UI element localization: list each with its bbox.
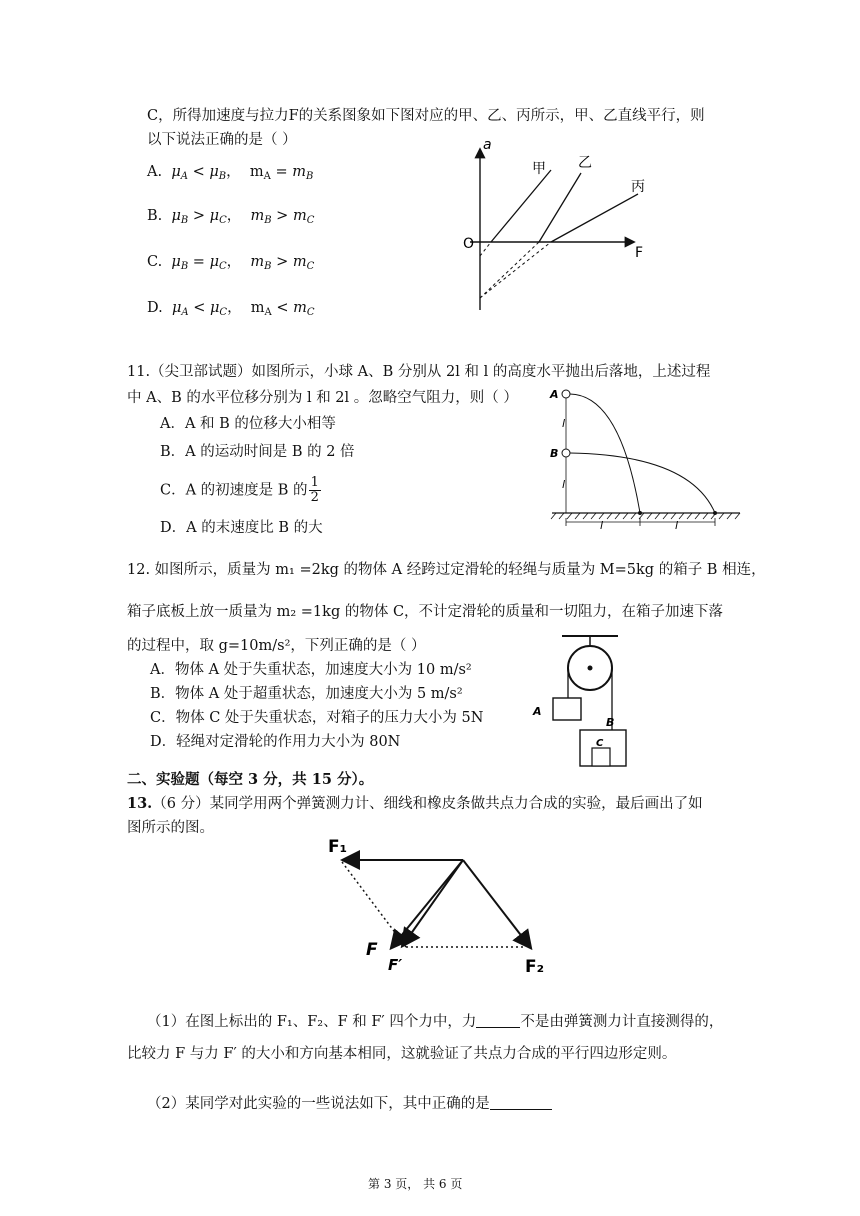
- f2-label: F₂: [525, 957, 545, 977]
- block-c-label: C: [596, 738, 604, 749]
- ball-b: [562, 449, 570, 457]
- f2-arrow: [463, 860, 530, 947]
- block-a: [553, 698, 581, 720]
- ball-b-label: B: [550, 447, 559, 460]
- ball-a-label: A: [550, 388, 559, 401]
- q10-line-2: 以下说法正确的是（ ）: [147, 132, 297, 148]
- q10-option-d: D. $\mu_A < \mu_C$， $m_A < m_C$: [147, 300, 315, 318]
- q11-line-2: 中 A、B 的水平位移分别为 l 和 2l 。忽略空气阻力，则（ ）: [127, 390, 518, 406]
- line-yi-dash: [480, 242, 539, 298]
- f-prime-arrow: [403, 860, 463, 945]
- len-label-3: l: [600, 519, 604, 532]
- trajectory-b: [570, 453, 715, 513]
- q13-line-1: 13.（6 分）某同学用两个弹簧测力计、细线和橡皮条做共点力合成的实验，最后画出了如: [127, 795, 703, 812]
- answer-blank-2[interactable]: [490, 1095, 552, 1110]
- ball-a: [562, 390, 570, 398]
- q12-figure: [530, 630, 640, 770]
- q12-option-b: B．物体 A 处于超重状态，加速度大小为 5 m/s²: [150, 686, 463, 702]
- page-footer: 第 3 页， 共 6 页: [368, 1177, 463, 1191]
- q12-option-a: A．物体 A 处于失重状态，加速度大小为 10 m/s²: [150, 662, 472, 678]
- box-b-label: B: [606, 716, 615, 729]
- q10-option-b: B. $\mu_B > \mu_C$， $m_B > m_C$: [147, 208, 315, 226]
- q10-axis-y-label: a: [483, 137, 492, 153]
- len-label-2: l: [562, 478, 566, 491]
- label-bing: 丙: [631, 179, 645, 195]
- q12-line-1: 12. 如图所示，质量为 m₁ =2kg 的物体 A 经跨过定滑轮的轻绳与质量为 M=5kg 的箱子 B 相连，: [127, 562, 766, 578]
- q13-part-1-line-2: 比较力 F 与力 F′ 的大小和方向基本相同，这就验证了共点力合成的平行四边形定则。: [127, 1046, 677, 1062]
- q10-axis-x-label: F: [635, 245, 644, 261]
- q13-line-2: 图所示的图。: [127, 820, 214, 836]
- f-label: F: [366, 940, 378, 960]
- block-a-label: A: [533, 705, 542, 718]
- line-yi: [539, 173, 581, 242]
- label-yi: 乙: [578, 155, 592, 171]
- len-label-1: l: [562, 417, 566, 430]
- q11-option-d: D．A 的末速度比 B 的大: [160, 520, 323, 536]
- q10-option-c: C. $\mu_B = \mu_C$， $m_B > m_C$: [147, 254, 315, 272]
- q11-figure: [540, 385, 745, 530]
- q11-option-b: B．A 的运动时间是 B 的 2 倍: [160, 444, 355, 460]
- block-c: [592, 748, 610, 766]
- answer-blank-1[interactable]: [476, 1013, 520, 1028]
- line-bing-dash: [480, 242, 551, 298]
- q12-option-d: D．轻绳对定滑轮的作用力大小为 80N: [150, 734, 401, 750]
- f-arrow: [392, 860, 463, 947]
- q10-option-a: A. $\mu_A < \mu_B$， $m_A = m_B$: [147, 164, 314, 182]
- label-jia: 甲: [532, 161, 546, 177]
- q10-origin-label: O: [463, 236, 475, 252]
- fraction-one-half: $\frac{1}{2}$: [310, 475, 319, 505]
- q13-part-2: （2）某同学对此实验的一些说法如下，其中正确的是: [147, 1094, 552, 1114]
- q11-option-a: A．A 和 B 的位移大小相等: [160, 416, 336, 432]
- q11-option-c: C．A 的初速度是 B 的 $\frac{1}{2}$: [160, 475, 319, 505]
- q11-line-1: 11.（尖卫部试题）如图所示，小球 A、B 分别从 2l 和 l 的高度水平抛出后落地，上述过程: [127, 364, 711, 380]
- q10-line-1: C，所得加速度与拉力F的关系图象如下图对应的甲、乙、丙所示，甲、乙直线平行，则: [147, 108, 705, 124]
- f-prime-label: F′: [388, 956, 403, 974]
- section-2-heading: 二、实验题（每空 3 分，共 15 分）。: [127, 771, 374, 788]
- q12-line-2: 箱子底板上放一质量为 m₂ =1kg 的物体 C，不计定滑轮的质量和一切阻力，在箱子加速下落: [127, 604, 724, 620]
- q13-force-diagram: [320, 830, 550, 975]
- parallelogram-side-1: [342, 862, 406, 947]
- len-label-4: l: [675, 519, 679, 532]
- q10-graph: [455, 135, 655, 315]
- q12-line-3: 的过程中，取 g=10m/s²，下列正确的是（ ）: [127, 638, 426, 654]
- line-jia-dash: [480, 242, 491, 256]
- q13-part-1-line-1: （1）在图上标出的 F₁、F₂、F 和 F′ 四个力中，力 不是由弹簧测力计直接测得的，: [147, 1014, 724, 1030]
- line-jia: [491, 170, 551, 242]
- f1-label: F₁: [328, 837, 348, 857]
- q12-option-c: C．物体 C 处于失重状态，对箱子的压力大小为 5N: [150, 710, 484, 726]
